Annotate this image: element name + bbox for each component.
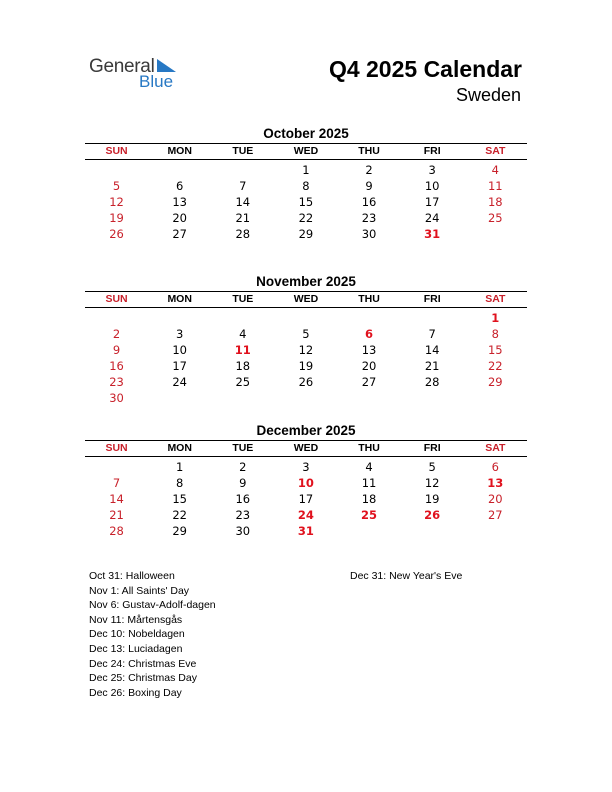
day-cell: 21 [235, 211, 251, 225]
day-cell: 14 [109, 492, 124, 506]
weekday-header [85, 441, 527, 456]
month-block [85, 124, 527, 242]
day-cell: 24 [297, 508, 314, 522]
week-row [85, 374, 527, 390]
day-cell: 9 [239, 476, 247, 490]
header-rule [85, 159, 527, 160]
day-cell: 28 [109, 524, 124, 538]
day-cell: 14 [424, 343, 440, 357]
week-row [85, 162, 527, 178]
weekday-header [85, 292, 527, 307]
weekday-label: SAT [485, 145, 506, 157]
day-cell: 1 [176, 460, 184, 474]
day-cell: 13 [361, 343, 377, 357]
week-row [85, 523, 527, 539]
day-cell: 1 [491, 311, 500, 325]
weekday-label: TUE [232, 145, 254, 157]
weekday-label: SAT [485, 442, 506, 454]
day-cell: 26 [109, 227, 124, 241]
day-cell: 5 [112, 179, 121, 193]
day-cell: 29 [487, 375, 503, 389]
day-cell: 16 [109, 359, 124, 373]
day-cell: 3 [428, 163, 436, 177]
week-row [85, 390, 527, 406]
day-cell [338, 390, 401, 406]
weekday-label: THU [358, 442, 380, 454]
day-cell: 19 [109, 211, 124, 225]
day-cell: 29 [298, 227, 314, 241]
day-cell: 24 [424, 211, 440, 225]
day-cell: 2 [239, 460, 247, 474]
day-cell: 25 [235, 375, 251, 389]
holiday-note: Dec 24: Christmas Eve [89, 657, 197, 670]
day-cell: 31 [424, 227, 441, 241]
week-row [85, 310, 527, 326]
country-name: Sweden [455, 85, 521, 105]
weekday-header [85, 144, 527, 159]
weekday-label: WED [293, 293, 319, 305]
day-cell: 21 [424, 359, 440, 373]
logo-text-general: General [89, 56, 155, 77]
day-cell [85, 310, 148, 326]
day-cell [85, 459, 148, 475]
week-row [85, 358, 527, 374]
day-cell: 30 [235, 524, 251, 538]
day-cell: 8 [491, 327, 499, 341]
day-cell [401, 310, 464, 326]
week-row [85, 326, 527, 342]
weekday-label: FRI [423, 442, 441, 454]
weekday-label: SUN [105, 442, 128, 454]
day-cell: 23 [361, 211, 377, 225]
week-row [85, 491, 527, 507]
week-row [85, 178, 527, 194]
day-cell: 31 [297, 524, 314, 538]
weekday-label: WED [293, 442, 319, 454]
day-cell: 8 [302, 179, 310, 193]
day-cell [274, 390, 337, 406]
day-cell: 17 [424, 195, 440, 209]
week-row [85, 210, 527, 226]
month-title: December 2025 [256, 423, 356, 438]
day-cell: 22 [172, 508, 187, 522]
day-cell: 14 [235, 195, 251, 209]
day-cell: 16 [361, 195, 377, 209]
day-cell: 29 [172, 524, 187, 538]
day-cell: 6 [491, 460, 499, 474]
day-cell: 15 [298, 195, 314, 209]
day-cell [85, 162, 148, 178]
holiday-note: Dec 25: Christmas Day [89, 672, 197, 685]
day-cell: 7 [428, 327, 436, 341]
day-cell [211, 162, 274, 178]
weekday-label: MON [167, 145, 192, 157]
logo-triangle-icon [157, 59, 176, 72]
day-cell: 12 [424, 476, 440, 490]
holiday-note: Dec 13: Luciadagen [89, 642, 183, 655]
week-row [85, 459, 527, 475]
day-cell: 3 [302, 460, 310, 474]
weekday-label: THU [358, 145, 380, 157]
day-cell: 28 [235, 227, 251, 241]
day-cell: 7 [112, 476, 121, 490]
day-cell [148, 310, 211, 326]
weekday-label: SUN [105, 145, 128, 157]
day-cell: 11 [234, 343, 251, 357]
day-cell: 3 [176, 327, 184, 341]
day-cell: 22 [487, 359, 503, 373]
week-row [85, 507, 527, 523]
month-block [85, 272, 527, 406]
generalblue-logo [89, 56, 189, 92]
day-cell: 5 [428, 460, 436, 474]
holiday-note: Nov 1: All Saints' Day [89, 584, 190, 597]
weekday-label: TUE [232, 442, 254, 454]
day-cell [148, 390, 211, 406]
day-cell: 13 [172, 195, 187, 209]
day-cell [464, 226, 527, 242]
holiday-list-right [350, 569, 462, 584]
holiday-list-left [89, 569, 216, 700]
holiday-note: Oct 31: Halloween [89, 570, 175, 582]
day-cell: 20 [172, 211, 187, 225]
day-cell: 5 [302, 327, 310, 341]
weekday-label: FRI [423, 293, 441, 305]
day-cell: 19 [298, 359, 314, 373]
day-cell: 25 [487, 211, 503, 225]
weekday-label: THU [358, 293, 380, 305]
day-cell: 11 [487, 179, 503, 193]
week-row [85, 194, 527, 210]
day-cell [464, 390, 527, 406]
holiday-note: Nov 11: Mårtensgås [89, 613, 183, 626]
weekday-label: SAT [485, 293, 506, 305]
day-cell: 20 [487, 492, 503, 506]
month-block [85, 421, 527, 539]
day-cell [148, 162, 211, 178]
logo-text-blue: Blue [139, 72, 174, 91]
day-cell: 28 [424, 375, 440, 389]
day-cell: 23 [109, 375, 124, 389]
day-cell: 19 [424, 492, 440, 506]
day-cell: 4 [365, 460, 373, 474]
day-cell: 17 [298, 492, 314, 506]
day-cell: 8 [176, 476, 184, 490]
day-cell: 26 [424, 508, 441, 522]
weekday-label: WED [293, 145, 319, 157]
day-cell: 6 [176, 179, 184, 193]
week-row [85, 226, 527, 242]
day-cell [338, 523, 401, 539]
weekday-label: TUE [232, 293, 254, 305]
holiday-note: Dec 26: Boxing Day [89, 686, 182, 699]
day-cell: 7 [239, 179, 247, 193]
day-cell: 30 [361, 227, 377, 241]
month-title: October 2025 [263, 126, 349, 141]
day-cell: 9 [112, 343, 121, 357]
day-cell: 17 [172, 359, 187, 373]
day-cell: 24 [172, 375, 187, 389]
week-row [85, 475, 527, 491]
header-rule [85, 456, 527, 457]
day-cell: 26 [298, 375, 314, 389]
day-cell [211, 390, 274, 406]
day-cell: 1 [302, 163, 310, 177]
day-cell: 20 [361, 359, 377, 373]
day-cell: 10 [424, 179, 440, 193]
day-cell: 21 [109, 508, 124, 522]
day-cell: 18 [487, 195, 503, 209]
day-cell: 27 [172, 227, 187, 241]
header-rule [85, 307, 527, 308]
day-cell: 27 [361, 375, 377, 389]
day-cell: 27 [487, 508, 503, 522]
day-cell: 23 [235, 508, 251, 522]
day-cell: 13 [487, 476, 504, 490]
day-cell [464, 523, 527, 539]
holiday-note: Dec 10: Nobeldagen [89, 628, 185, 641]
day-cell: 4 [239, 327, 247, 341]
day-cell: 15 [172, 492, 187, 506]
holiday-note: Nov 6: Gustav-Adolf-dagen [89, 599, 216, 612]
page-title: Q4 2025 Calendar [328, 56, 522, 82]
day-cell: 18 [235, 359, 251, 373]
day-cell [401, 523, 464, 539]
day-cell: 30 [109, 391, 124, 405]
day-cell: 18 [361, 492, 377, 506]
day-cell: 6 [365, 327, 374, 341]
holiday-note: Dec 31: New Year's Eve [350, 570, 463, 582]
month-title: November 2025 [256, 274, 356, 289]
day-cell [401, 390, 464, 406]
week-row [85, 342, 527, 358]
day-cell [274, 310, 337, 326]
day-cell: 2 [112, 327, 121, 341]
day-cell: 12 [109, 195, 124, 209]
weekday-label: MON [167, 442, 192, 454]
day-cell: 12 [298, 343, 314, 357]
day-cell: 10 [297, 476, 314, 490]
day-cell: 4 [491, 163, 499, 177]
day-cell [338, 310, 401, 326]
day-cell: 2 [365, 163, 373, 177]
weekday-label: SUN [105, 293, 128, 305]
day-cell: 15 [487, 343, 503, 357]
day-cell: 9 [365, 179, 373, 193]
day-cell: 16 [235, 492, 251, 506]
day-cell: 22 [298, 211, 314, 225]
day-cell: 11 [361, 476, 377, 490]
weekday-label: FRI [423, 145, 441, 157]
weekday-label: MON [167, 293, 192, 305]
day-cell: 25 [361, 508, 378, 522]
day-cell: 10 [172, 343, 187, 357]
day-cell [211, 310, 274, 326]
